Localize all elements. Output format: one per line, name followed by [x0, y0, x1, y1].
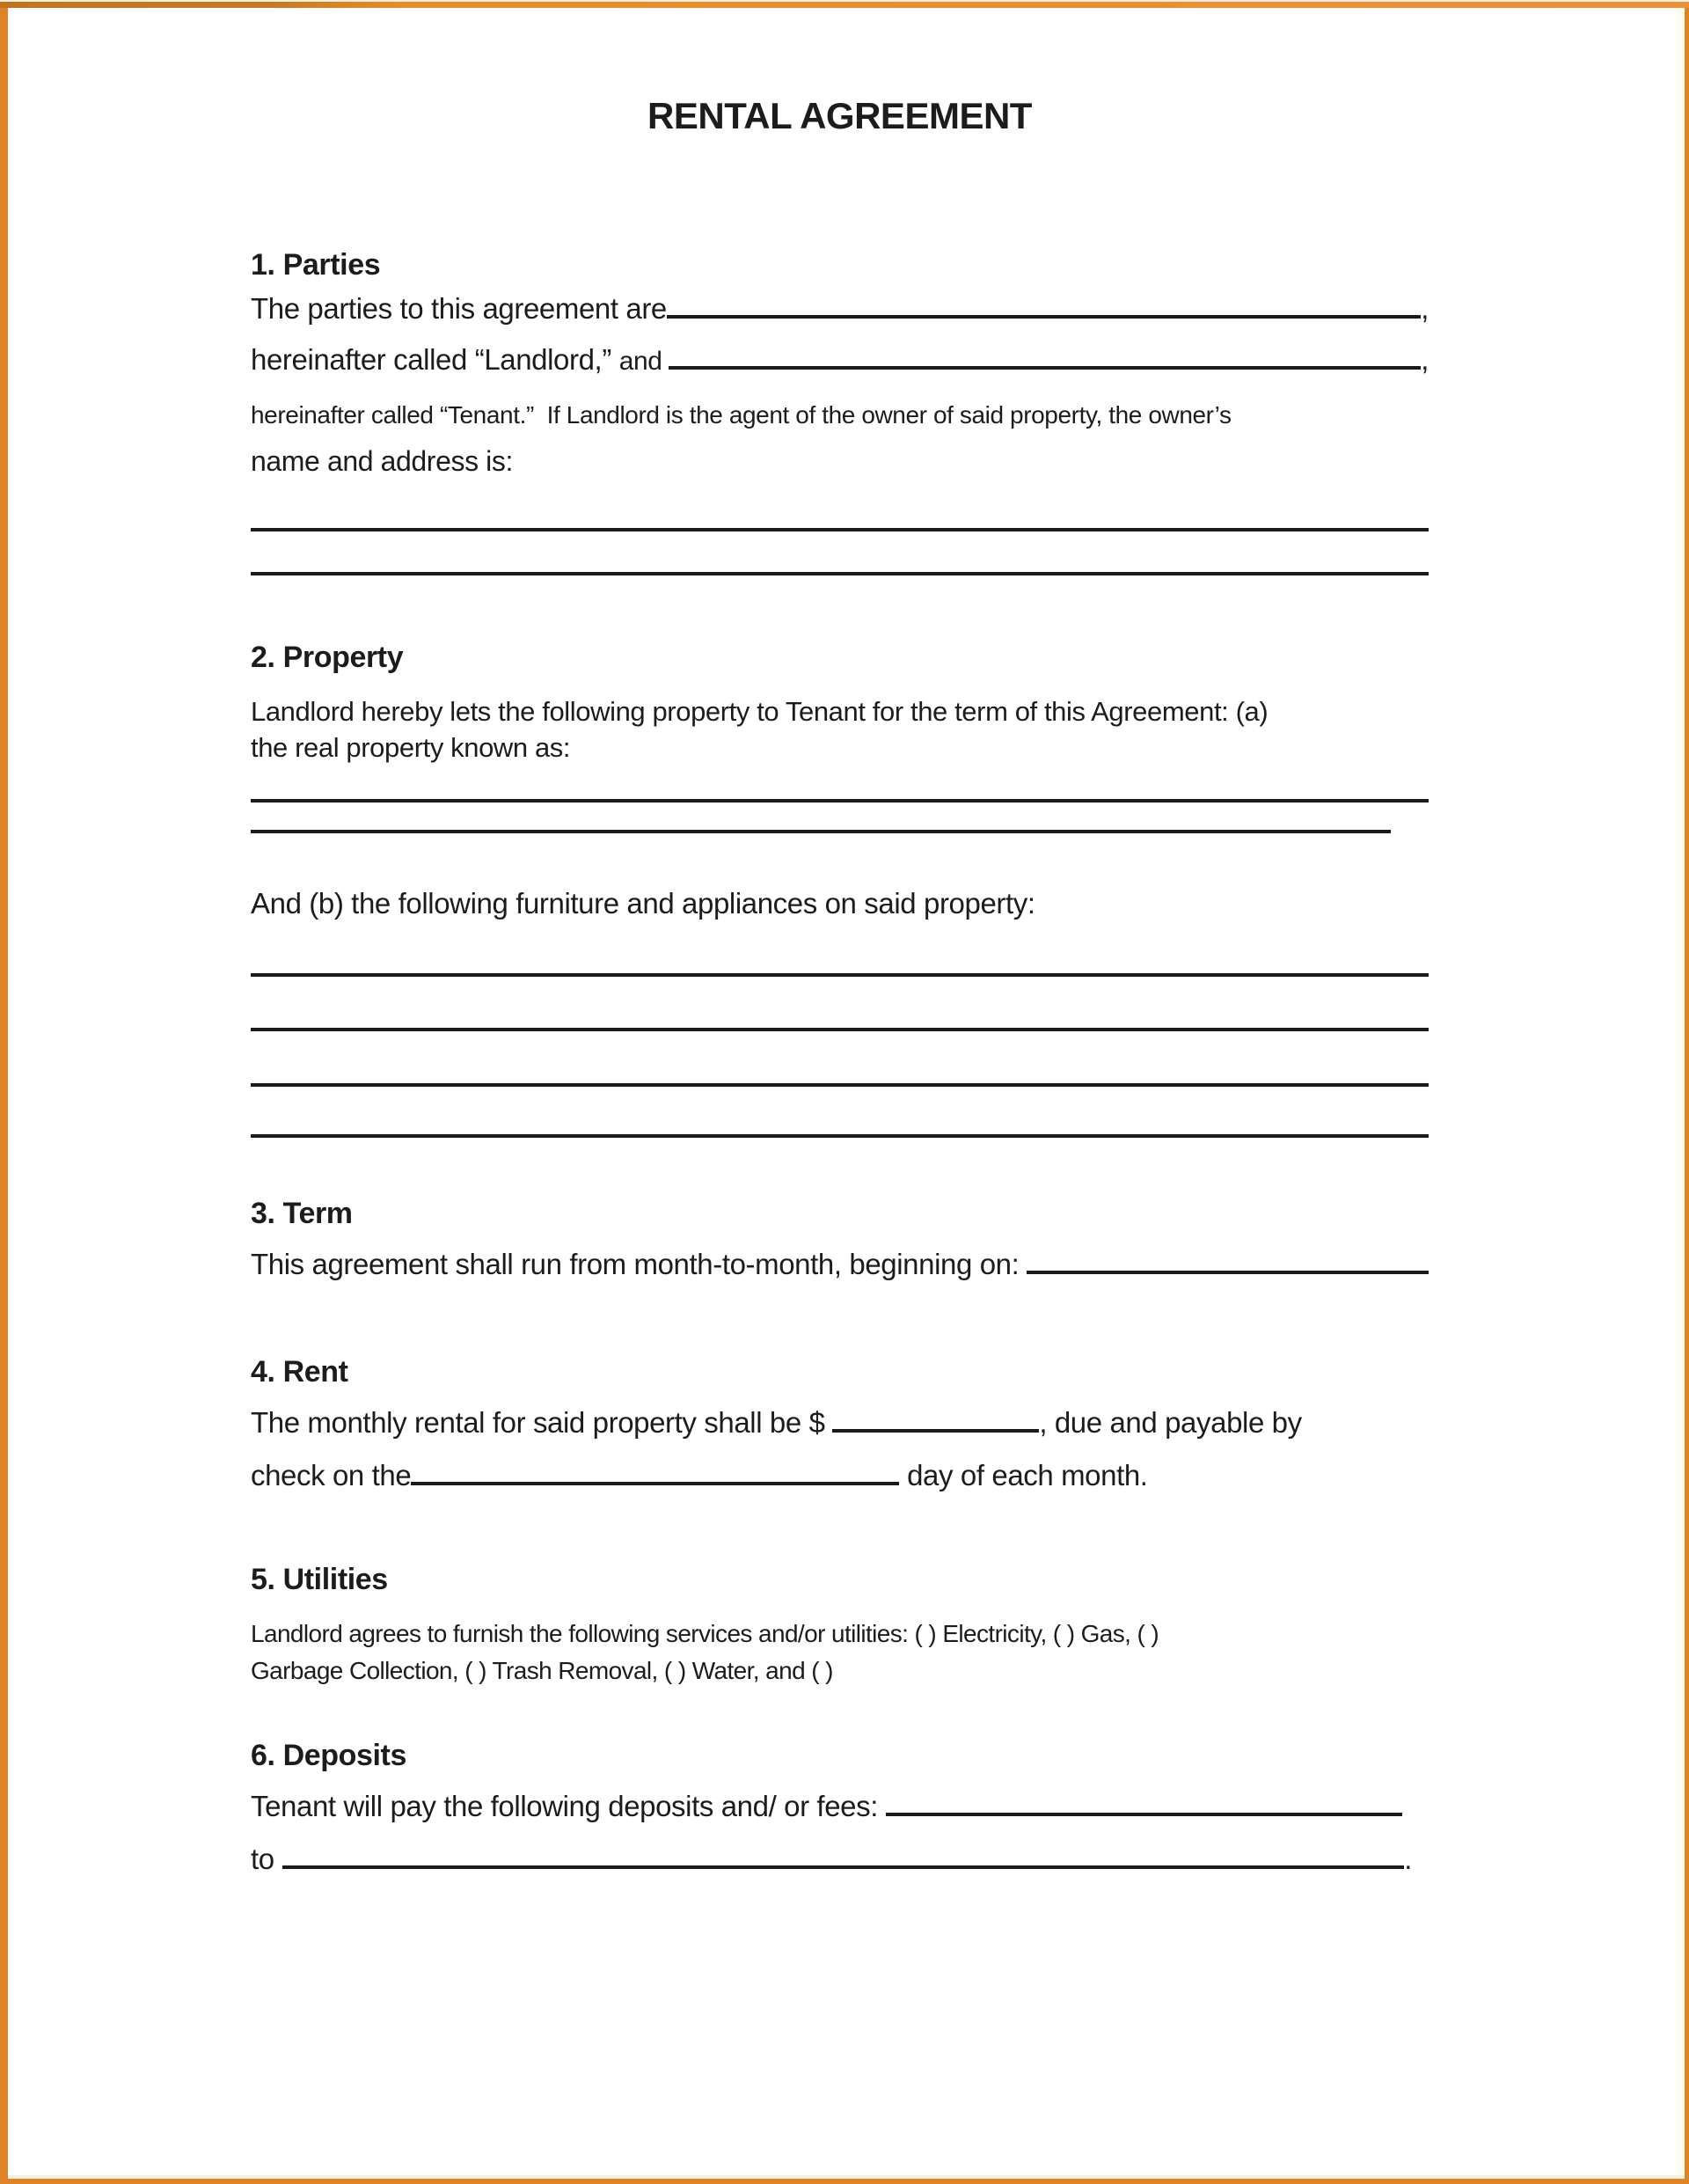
rent-line-1-suffix: , due and payable by	[1039, 1406, 1302, 1439]
tenant-name-blank	[669, 366, 1421, 370]
term-line-text: This agreement shall run from month-to-month, beginning on:	[251, 1248, 1027, 1280]
furniture-blank-line-3	[251, 1083, 1429, 1087]
term-begin-date-blank	[1027, 1271, 1429, 1274]
section-heading-property: 2. Property	[251, 641, 404, 674]
parties-line-1-text: The parties to this agreement are	[251, 292, 667, 325]
term-line	[251, 1250, 1429, 1280]
right-edge-scan-artifact	[1677, 8, 1685, 2175]
section-heading-parties: 1. Parties	[251, 248, 381, 282]
bottom-edge-scan-artifact	[8, 2175, 1685, 2179]
deposit-payee-blank	[282, 1865, 1405, 1869]
rent-line-1-text: The monthly rental for said property shall be $	[251, 1406, 833, 1439]
landlord-name-blank	[667, 315, 1421, 319]
parties-line-2-and: and	[618, 347, 669, 377]
property-para2: And (b) the following furniture and appliances on said property:	[251, 887, 1035, 920]
document-title: RENTAL AGREEMENT	[647, 95, 1032, 136]
deposits-line-2-text: to	[251, 1843, 282, 1875]
section-heading-utilities: 5. Utilities	[251, 1563, 388, 1596]
utilities-line-2: Garbage Collection, ( ) Trash Removal, ( ) Water, and ( )	[251, 1657, 833, 1684]
furniture-blank-line-1	[251, 973, 1429, 977]
section-heading-deposits: 6. Deposits	[251, 1739, 406, 1772]
section-heading-rent: 4. Rent	[251, 1355, 348, 1389]
rent-due-day-blank	[411, 1482, 899, 1485]
parties-line-3: hereinafter called “Tenant.” If Landlord is the agent of the owner of said property, the owner’s	[251, 401, 1232, 429]
top-orange-bar	[0, 2, 1689, 8]
furniture-blank-line-4	[251, 1134, 1429, 1138]
rent-line-1	[251, 1408, 1429, 1439]
deposits-line-1	[251, 1792, 1429, 1822]
owner-address-blank-line-2	[251, 572, 1429, 575]
parties-line-4: name and address is:	[251, 445, 513, 477]
property-para1-line2: the real property known as:	[251, 732, 571, 763]
real-property-blank-line-1	[251, 799, 1429, 803]
parties-line-1	[251, 294, 1429, 325]
utilities-line-1: Landlord agrees to furnish the following services and/or utilities: ( ) Electricity, ( ) Gas, ( )	[251, 1620, 1159, 1647]
section-heading-term: 3. Term	[251, 1197, 353, 1230]
parties-line-1-comma: ,	[1421, 292, 1429, 325]
deposits-line-1-text: Tenant will pay the following deposits and/ or fees:	[251, 1790, 886, 1822]
deposits-line-2-period: .	[1404, 1843, 1412, 1875]
deposit-fees-blank	[886, 1813, 1402, 1816]
rent-line-2	[251, 1461, 1429, 1491]
deposits-line-2	[251, 1844, 1412, 1875]
rent-line-2-text: check on the	[251, 1459, 412, 1491]
property-para1-line1: Landlord hereby lets the following property to Tenant for the term of this Agreement: (a)	[251, 696, 1269, 727]
parties-line-2-text: hereinafter called “Landlord,”	[251, 343, 619, 376]
rent-line-2-suffix: day of each month.	[899, 1459, 1148, 1491]
parties-line-2	[251, 345, 1429, 376]
furniture-blank-line-2	[251, 1028, 1429, 1031]
parties-line-2-comma: ,	[1421, 343, 1429, 376]
real-property-blank-line-2	[251, 830, 1391, 833]
rent-amount-blank	[832, 1429, 1039, 1433]
owner-address-blank-line-1	[251, 528, 1429, 531]
